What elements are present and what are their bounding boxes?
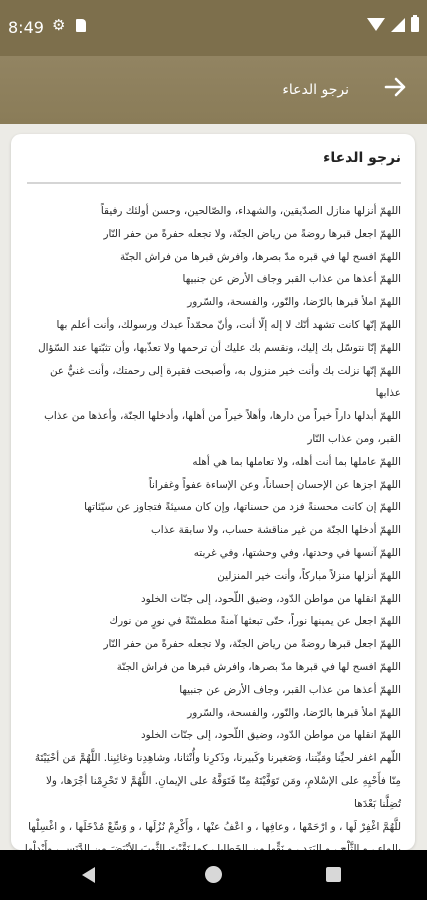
dua-line: اللهمّ افسح لها في قبره مدّ بصرها، وافرش قبرها من فراش الجنّة xyxy=(119,250,401,263)
system-nav-bar xyxy=(0,850,427,900)
dua-line: اللهمّ أنزلها منازل الصدّيقين، والشهداء، والصّالحين، وحسن أولئك رفيقاً xyxy=(100,205,401,217)
app-bar-title: نرجو الدعاء xyxy=(282,82,349,98)
wifi-icon xyxy=(367,18,385,31)
dua-text xyxy=(23,200,401,884)
dua-line: اللهمّ اجزها عن الإحسان إحساناً، وعن الإساءة عفواً وغفراناً xyxy=(148,478,401,491)
dua-line: اللهمّ أبدلها داراً خيراً من دارها، وأهلاً خيراً من أهلها، وأدخلها الجنّة، وأعذها من عذاب القبر، ومن عذاب النّار xyxy=(44,410,401,445)
recents-square-icon[interactable] xyxy=(326,867,341,882)
dua-line: اللهمّ املأ قبرها بالرّضا، والنّور، والفسحة، والسّرور xyxy=(187,706,401,719)
dua-line: اللهمّ افسح لها في قبرها مدّ بصرها، وافرش قبرها من فراش الجنّة xyxy=(116,660,401,673)
app-bar xyxy=(0,56,427,124)
card-title: نرجو الدعاء xyxy=(323,150,401,166)
back-triangle-icon[interactable] xyxy=(82,867,95,883)
dua-line: اللهمّ انقلها من مواطن الدّود، وضيق اللّحود، إلى جنّات الخلود xyxy=(141,729,401,742)
dua-line: اللهمّ عاملها بما أنت أهله، ولا تعاملها بما هي أهله xyxy=(192,455,401,468)
dua-line: للَّهُمَّ اغْفِرْ لَها ، و ارْحَمْها ، وعافِها ، و اعْفُ عنْها ، وأَكْرِمْ نُزُلَها ، و وَسِّعْ مُدْخَلَها ، و اغْسِلْها xyxy=(28,820,401,833)
dua-line: اللهمّ إنّها نزلت بك وأنت خير منزول به، وأصبحت فقيرة إلى رحمتك، وأنت غنيٌّ عن عذابها xyxy=(50,364,401,400)
card-divider xyxy=(27,182,401,184)
dua-line: اللهمّ أعذها من عذاب القبر وجاف الأرض عن جنبيها xyxy=(182,273,401,286)
arrow-right-icon[interactable] xyxy=(383,74,409,100)
gear-icon: ⚙ xyxy=(52,16,66,34)
status-bar xyxy=(0,0,427,56)
dua-line: اللهمّ إن كانت محسنةً فزد من حسناتها، وإن كان مسيئةً فتجاوز عن سيّئاتها xyxy=(84,501,401,514)
dua-line: اللّهم اغفر لحيِّنا ومَيِّتنا، وَصَغيرنا وكَبيرنا، وذَكرِنا وأُنْثانا، وشاهِدِنا وغائِبِنا. اللَّهُمَّ مَن أحْيَيْتَهُ مِنّا فأَحْيِهِ على الإسْلامِ، ومَن تَوَفَّيْتَهُ مِنّا فَتَوَفَّهُ على الإيمانِ. اللَّهُمَّ لا تَحْرِمْنا أجْرَها، ولا تُضِلَّنا بَعْدَها xyxy=(34,752,401,810)
dua-line: اللهمّ أنزلها منزلاً مباركاً، وأنت خير المنزلين xyxy=(217,569,401,582)
status-right-icons xyxy=(367,17,419,32)
dua-line: اللهمّ املأ قبرها بالرّضا، والنّور، والفسحة، والسّرور xyxy=(187,296,401,309)
home-circle-icon[interactable] xyxy=(205,866,222,883)
dua-line: اللهمّ انقلها من مواطن الدّود، وضيق اللّحود، إلى جنّات الخلود xyxy=(141,592,401,605)
dua-line: اللهمّ اجعل عن يمينها نوراً، حتّى تبعثها آمنةً مطمئنّةً في نورٍ من نورك xyxy=(109,615,401,628)
signal-icon xyxy=(391,18,405,32)
dua-line: اللهمّ اجعل قبرها روضةً من رياض الجنّة، ولا تجعله حفرةً من حفر النّار xyxy=(103,227,401,240)
dua-line: اللهمّ أدخلها الجنّة من غير مناقشة حساب، ولا سابقة عذاب xyxy=(150,524,401,537)
dua-line: اللهمّ آنسها في وحدتها، وفي وحشتها، وفي غربته xyxy=(193,546,401,559)
status-time: 8:49 xyxy=(8,18,44,37)
dua-line: اللهمّ إنّا نتوسّل بك إليك، ونقسم بك عليك أن ترحمها ولا تعذّبها، وأن تثبّتها عند السّؤال xyxy=(38,341,401,354)
battery-icon xyxy=(411,17,419,32)
dua-line: اللهمّ إنّها كانت تشهد أنّك لا إله إلّا أنت، وأنّ محمّداً عبدك ورسولك، وأنت أعلم بها xyxy=(56,318,401,331)
dua-line: اللهمّ اجعل قبرها روضةً من رياض الجنّة، ولا تجعله حفرةً من حفر النّار xyxy=(103,638,401,651)
sd-card-icon xyxy=(76,19,86,32)
dua-card xyxy=(11,134,415,850)
dua-line: اللهمّ أعذها من عذاب القبر، وجاف الأرض عن جنبيها xyxy=(179,683,401,696)
